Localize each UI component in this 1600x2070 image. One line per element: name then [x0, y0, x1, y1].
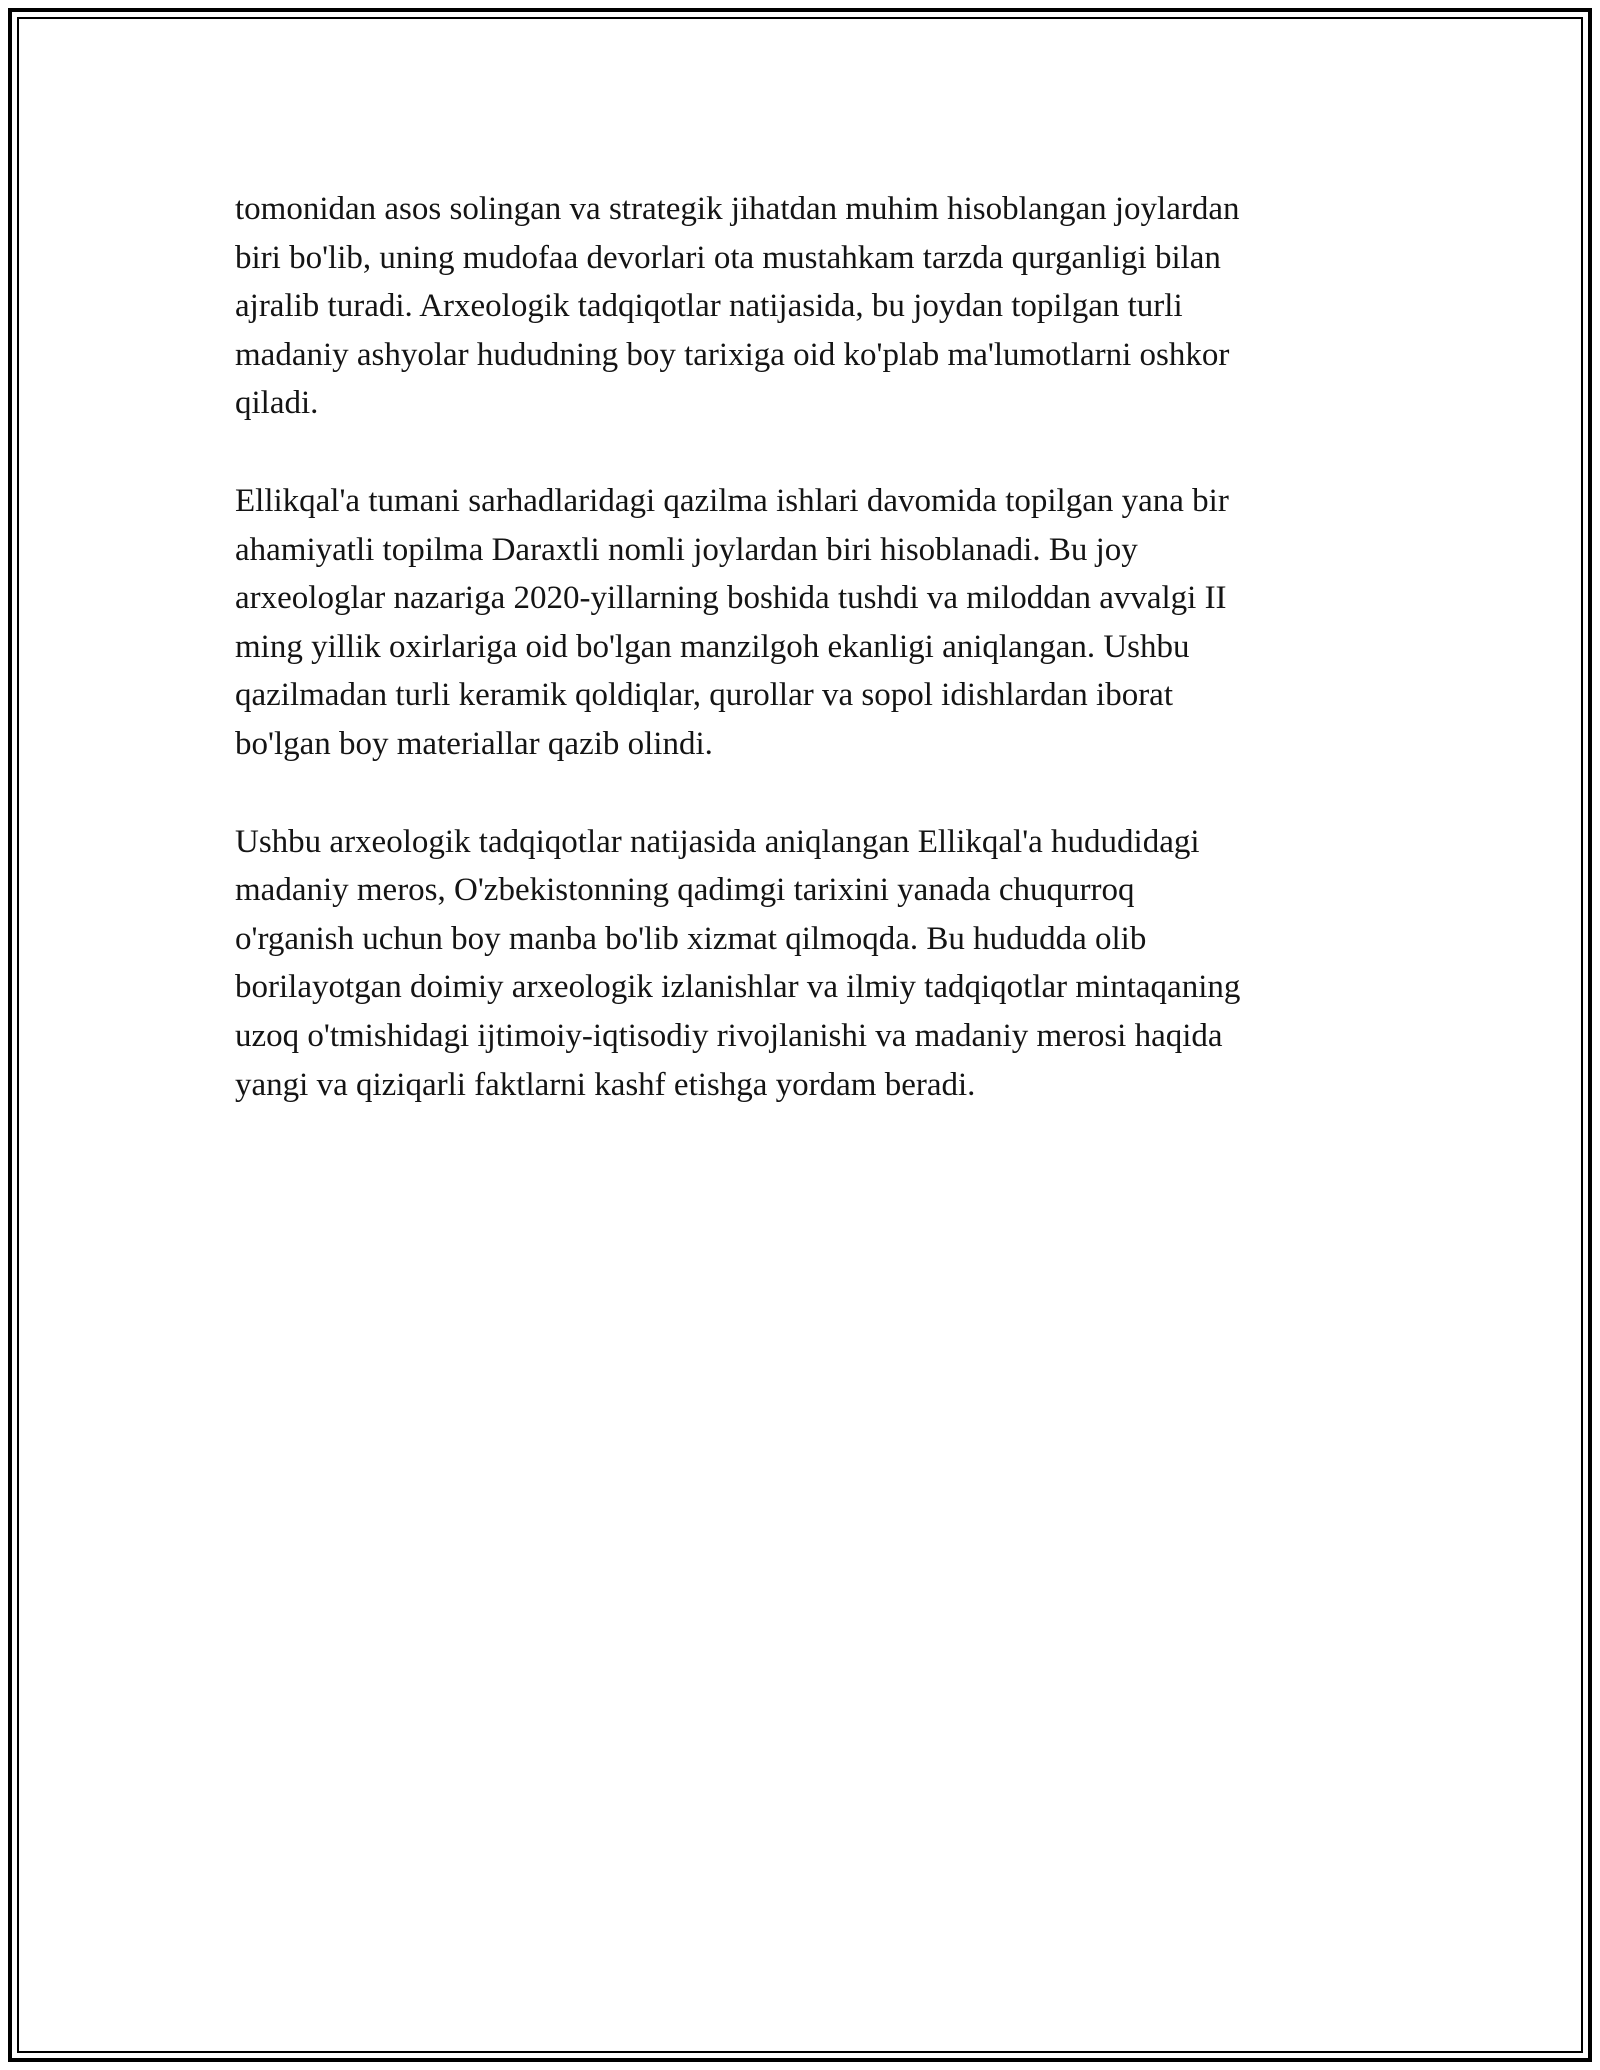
paragraph-2: Ellikqal'a tumani sarhadlaridagi qazilma ishlari davomida topilgan yana bir ahamiyatli topilma Daraxtli nomli joylardan biri hisoblanadi. Bu joy arxeologlar nazariga 2020-yillarning boshida tushdi va miloddan avvalgi II ming yillik oxirlariga oid bo'lgan manzilgoh ekanligi aniqlangan. Ushbu qazilmadan turli keramik qoldiqlar, qurollar va sopol idishlardan iborat bo'lgan boy materiallar qazib olindi.	[235, 482, 1229, 762]
document-body	[235, 185, 1365, 1158]
paragraph-3: Ushbu arxeologik tadqiqotlar natijasida aniqlangan Ellikqal'a hududidagi madaniy meros, O'zbekistonning qadimgi tarixini yanada chuqurroq o'rganish uchun boy manba bo'lib xizmat qilmoqda. Bu hududda olib borilayotgan doimiy arxeologik izlanishlar va ilmiy tadqiqotlar mintaqaning uzoq o'tmishidagi ijtimoiy-iqtisodiy rivojlanishi va madaniy merosi haqida yangi va qiziqarli faktlarni kashf etishga yordam beradi.	[235, 823, 1241, 1103]
paragraph-1: tomonidan asos solingan va strategik jihatdan muhim hisoblangan joylardan biri bo'lib, uning mudofaa devorlari ota mustahkam tarzda qurganligi bilan ajralib turadi. Arxeologik tadqiqotlar natijasida, bu joydan topilgan turli madaniy ashyolar hududning boy tarixiga oid ko'plab ma'lumotlarni oshkor qiladi.	[235, 191, 1240, 422]
